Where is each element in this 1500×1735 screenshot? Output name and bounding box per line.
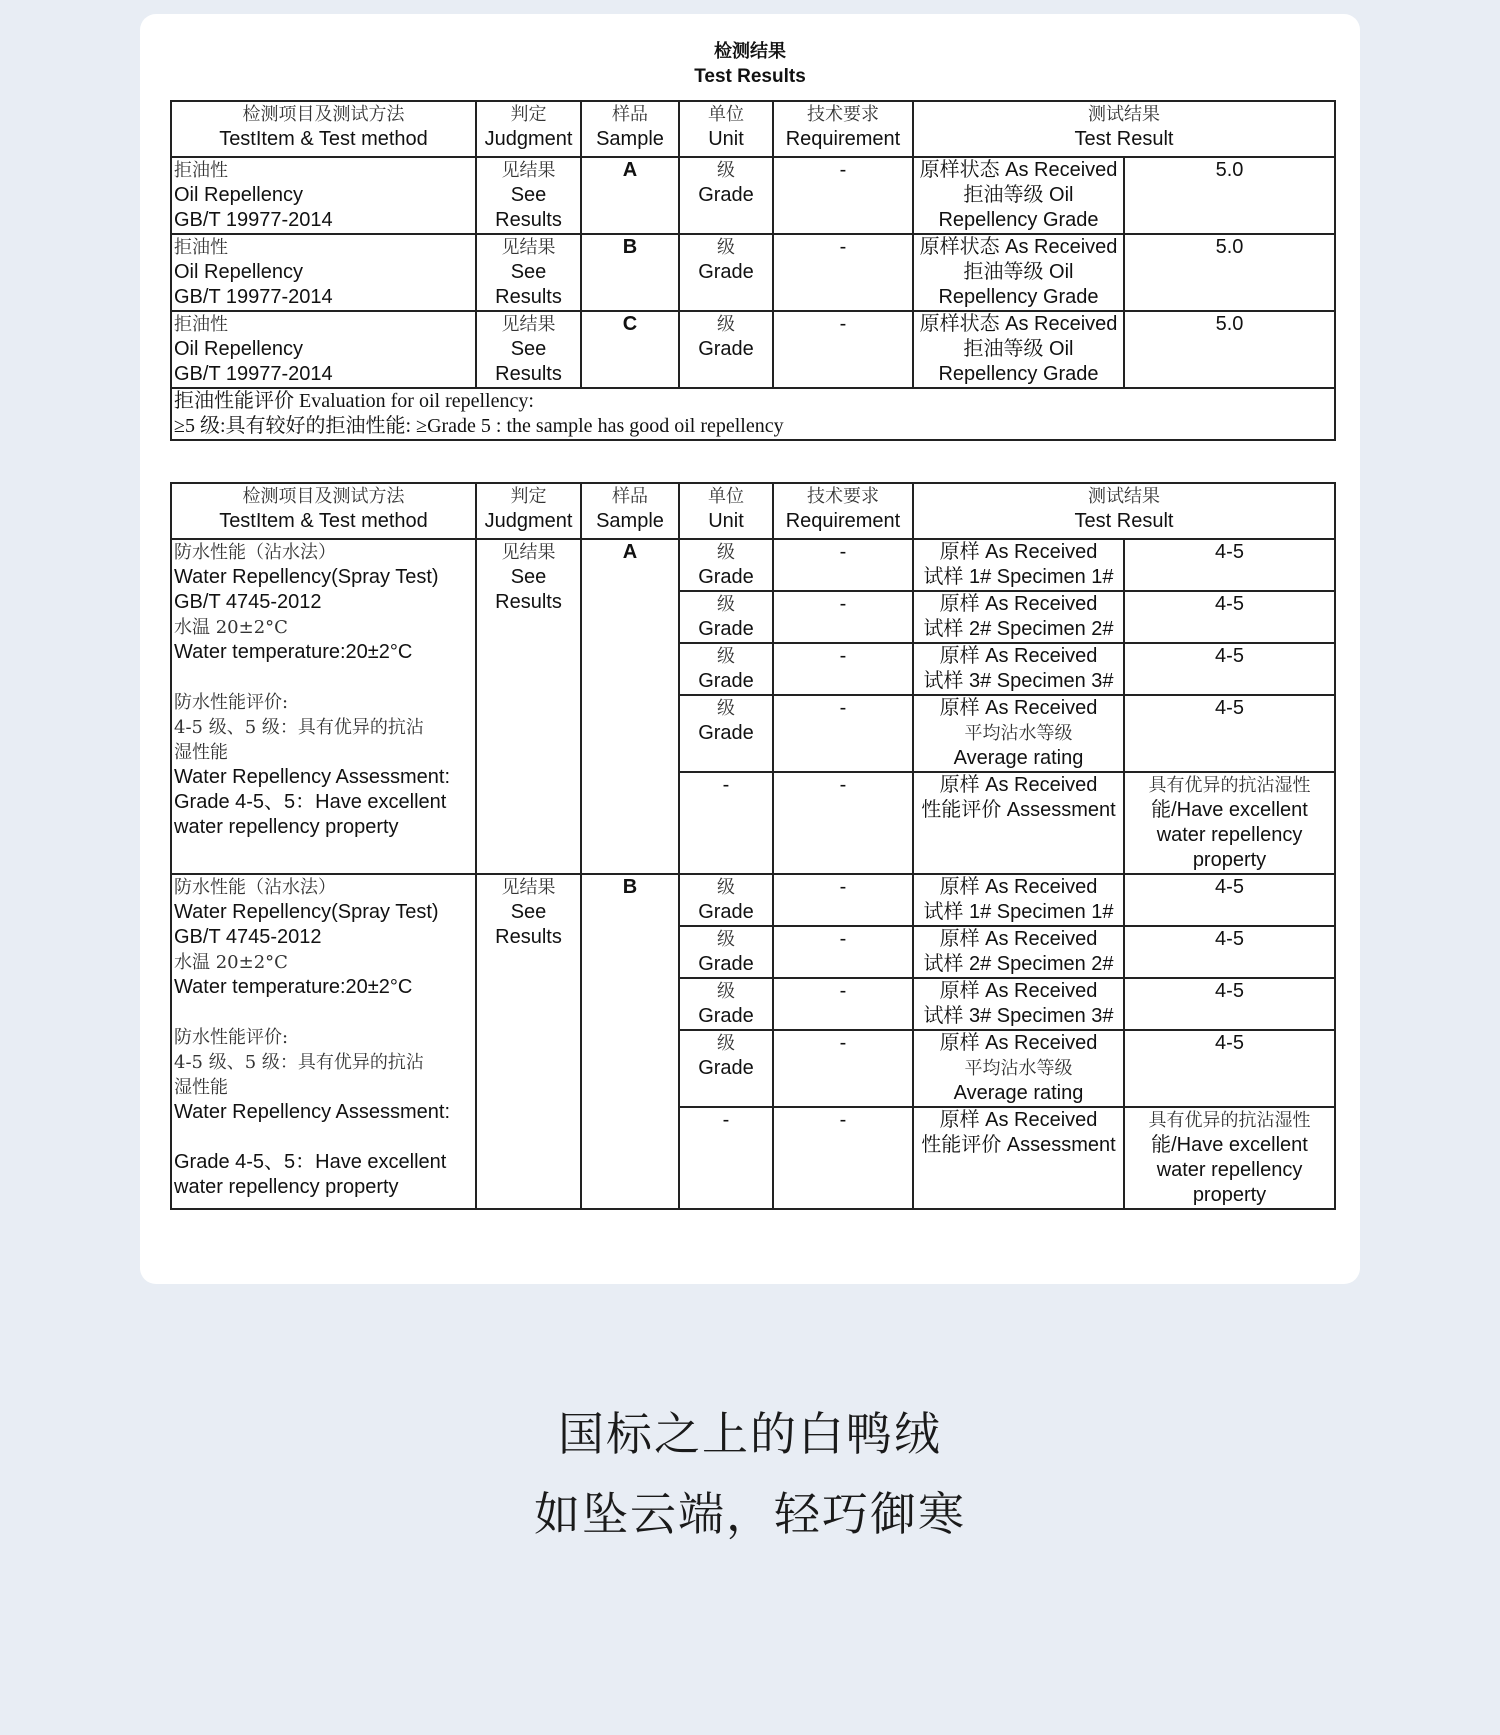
table-row xyxy=(171,874,1335,926)
unit-cell: - xyxy=(679,772,773,874)
requirement-cell: - xyxy=(773,695,913,772)
condition-cell: 原样 As Received 试样 3# Specimen 3# xyxy=(913,978,1124,1030)
test-item-cell: 拒油性 Oil Repellency GB/T 19977-2014 xyxy=(171,157,476,234)
unit-cell: 级 Grade xyxy=(679,234,773,311)
unit-cell: 级 Grade xyxy=(679,926,773,978)
result-value-cell: 4-5 xyxy=(1124,539,1335,591)
result-value-cell: 4-5 xyxy=(1124,978,1335,1030)
condition-cell: 原样 As Received 试样 1# Specimen 1# xyxy=(913,539,1124,591)
unit-cell: 级 Grade xyxy=(679,643,773,695)
report-card xyxy=(140,14,1360,1284)
requirement-cell: - xyxy=(773,874,913,926)
requirement-cell: - xyxy=(773,1030,913,1107)
test-item-cell: 拒油性 Oil Repellency GB/T 19977-2014 xyxy=(171,311,476,388)
requirement-cell: - xyxy=(773,978,913,1030)
table-header-row xyxy=(171,101,1335,157)
condition-cell: 原样 As Received 性能评价 Assessment xyxy=(913,1107,1124,1209)
requirement-cell: - xyxy=(773,157,913,234)
header-requirement: 技术要求 Requirement xyxy=(773,101,913,157)
judgment-cell: 见结果 See Results xyxy=(476,539,581,874)
header-unit: 单位 Unit xyxy=(679,483,773,539)
requirement-cell: - xyxy=(773,926,913,978)
unit-cell: 级 Grade xyxy=(679,874,773,926)
test-item-cell: 防水性能（沾水法） Water Repellency(Spray Test) GB/T 4745-2012 水温 20±2°C Water temperature:20±2°C 防水性能评价: 4-5 级、5 级：具有优异的抗沾 湿性能 Water Repellency Assessment: Grade 4-5、5：Have excellent water repellency property xyxy=(171,539,476,874)
oil-repellency-table xyxy=(170,100,1336,441)
test-item-cell: 防水性能（沾水法） Water Repellency(Spray Test) GB/T 4745-2012 水温 20±2°C Water temperature:20±2°C 防水性能评价: 4-5 级、5 级：具有优异的抗沾 湿性能 Water Repellency Assessment: Grade 4-5、5：Have excellent water repellency property xyxy=(171,874,476,1209)
result-value-cell: 5.0 xyxy=(1124,157,1335,234)
judgment-cell: 见结果 See Results xyxy=(476,234,581,311)
header-unit: 单位 Unit xyxy=(679,101,773,157)
sample-cell: B xyxy=(581,234,679,311)
condition-cell: 原样 As Received 试样 3# Specimen 3# xyxy=(913,643,1124,695)
document-title xyxy=(140,40,1360,90)
condition-cell: 原样状态 As Received 拒油等级 Oil Repellency Grade xyxy=(913,234,1124,311)
table-row xyxy=(171,157,1335,234)
judgment-cell: 见结果 See Results xyxy=(476,874,581,1209)
table-row xyxy=(171,539,1335,591)
unit-cell: 级 Grade xyxy=(679,157,773,234)
header-judgment: 判定 Judgment xyxy=(476,101,581,157)
result-value-cell: 具有优异的抗沾湿性 能/Have excellent water repellency property xyxy=(1124,772,1335,874)
unit-cell: 级 Grade xyxy=(679,539,773,591)
sample-cell: C xyxy=(581,311,679,388)
requirement-cell: - xyxy=(773,591,913,643)
unit-cell: 级 Grade xyxy=(679,1030,773,1107)
result-value-cell: 4-5 xyxy=(1124,926,1335,978)
unit-cell: - xyxy=(679,1107,773,1209)
condition-cell: 原样状态 As Received 拒油等级 Oil Repellency Grade xyxy=(913,157,1124,234)
unit-cell: 级 Grade xyxy=(679,591,773,643)
requirement-cell: - xyxy=(773,234,913,311)
condition-cell: 原样 As Received 性能评价 Assessment xyxy=(913,772,1124,874)
unit-cell: 级 Grade xyxy=(679,311,773,388)
table-header-row xyxy=(171,483,1335,539)
header-judgment: 判定 Judgment xyxy=(476,483,581,539)
unit-cell: 级 Grade xyxy=(679,695,773,772)
water-repellency-table xyxy=(170,482,1336,1210)
requirement-cell: - xyxy=(773,1107,913,1209)
unit-cell: 级 Grade xyxy=(679,978,773,1030)
title-en: Test Results xyxy=(694,66,806,88)
table-row xyxy=(171,234,1335,311)
result-value-cell: 4-5 xyxy=(1124,591,1335,643)
header-test-item: 检测项目及测试方法 TestItem & Test method xyxy=(171,101,476,157)
requirement-cell: - xyxy=(773,311,913,388)
header-requirement: 技术要求 Requirement xyxy=(773,483,913,539)
condition-cell: 原样 As Received 平均沾水等级 Average rating xyxy=(913,1030,1124,1107)
result-value-cell: 4-5 xyxy=(1124,874,1335,926)
evaluation-note: 拒油性能评价 Evaluation for oil repellency: ≥5 级:具有较好的拒油性能: ≥Grade 5 : the sample has good oil repellency xyxy=(171,388,1335,440)
evaluation-note-row xyxy=(171,388,1335,440)
header-test-item: 检测项目及测试方法 TestItem & Test method xyxy=(171,483,476,539)
judgment-cell: 见结果 See Results xyxy=(476,311,581,388)
result-value-cell: 5.0 xyxy=(1124,311,1335,388)
condition-cell: 原样 As Received 试样 2# Specimen 2# xyxy=(913,591,1124,643)
result-value-cell: 具有优异的抗沾湿性 能/Have excellent water repellency property xyxy=(1124,1107,1335,1209)
header-sample: 样品 Sample xyxy=(581,483,679,539)
requirement-cell: - xyxy=(773,539,913,591)
header-result: 测试结果 Test Result xyxy=(913,101,1335,157)
header-sample: 样品 Sample xyxy=(581,101,679,157)
condition-cell: 原样 As Received 试样 2# Specimen 2# xyxy=(913,926,1124,978)
sample-cell: B xyxy=(581,874,679,1209)
result-value-cell: 4-5 xyxy=(1124,643,1335,695)
condition-cell: 原样状态 As Received 拒油等级 Oil Repellency Grade xyxy=(913,311,1124,388)
slogan-line-1: 国标之上的白鸭绒 xyxy=(558,1407,942,1461)
result-value-cell: 5.0 xyxy=(1124,234,1335,311)
condition-cell: 原样 As Received 试样 1# Specimen 1# xyxy=(913,874,1124,926)
table-row xyxy=(171,311,1335,388)
requirement-cell: - xyxy=(773,772,913,874)
header-result: 测试结果 Test Result xyxy=(913,483,1335,539)
slogan-line-2: 如坠云端，轻巧御寒 xyxy=(534,1487,966,1541)
requirement-cell: - xyxy=(773,643,913,695)
title-cn: 检测结果 xyxy=(714,41,786,62)
sample-cell: A xyxy=(581,157,679,234)
result-value-cell: 4-5 xyxy=(1124,695,1335,772)
sample-cell: A xyxy=(581,539,679,874)
judgment-cell: 见结果 See Results xyxy=(476,157,581,234)
condition-cell: 原样 As Received 平均沾水等级 Average rating xyxy=(913,695,1124,772)
result-value-cell: 4-5 xyxy=(1124,1030,1335,1107)
test-item-cell: 拒油性 Oil Repellency GB/T 19977-2014 xyxy=(171,234,476,311)
